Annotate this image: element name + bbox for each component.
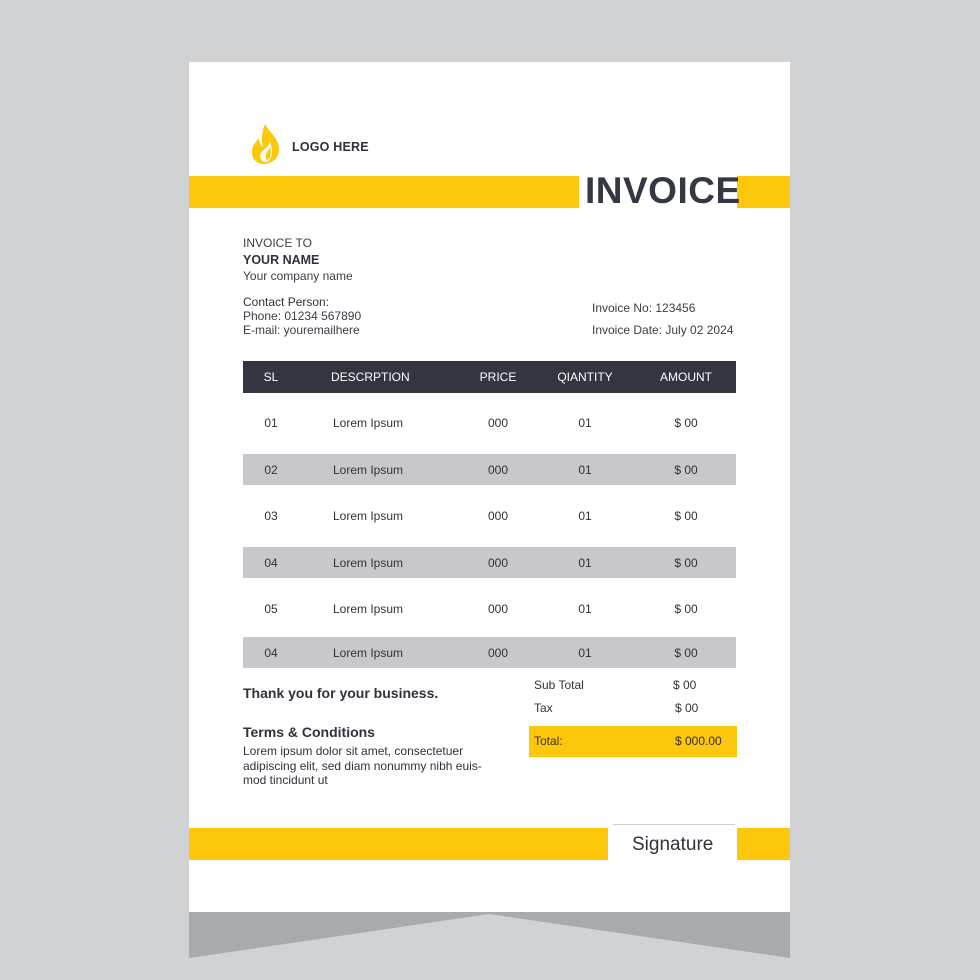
subtotal-label: Sub Total bbox=[534, 678, 584, 692]
row-amount: $ 00 bbox=[674, 415, 698, 430]
row-description: Lorem Ipsum bbox=[333, 462, 404, 477]
footer-accent-band-right bbox=[737, 828, 790, 860]
invoice-number: Invoice No: 123456 bbox=[592, 301, 696, 315]
thank-you-note: Thank you for your business. bbox=[243, 685, 439, 701]
header-price: PRICE bbox=[479, 370, 517, 384]
items-table bbox=[243, 361, 736, 668]
row-price: 000 bbox=[487, 415, 509, 430]
row-quantity: 01 bbox=[578, 415, 592, 430]
row-amount: $ 00 bbox=[674, 601, 698, 616]
contact-phone: Phone: 01234 567890 bbox=[243, 309, 362, 323]
header-quantity: QIANTITY bbox=[557, 370, 613, 384]
terms-line-2: adipiscing elit, sed diam nonummy nibh euis- bbox=[243, 759, 482, 773]
footer-accent-band-left bbox=[189, 828, 608, 860]
row-description: Lorem Ipsum bbox=[333, 645, 404, 660]
row-price: 000 bbox=[487, 601, 509, 616]
table-header bbox=[243, 361, 736, 393]
row-sl: 04 bbox=[264, 555, 278, 570]
total-label: Total: bbox=[534, 734, 563, 748]
table-row bbox=[243, 454, 736, 485]
row-amount: $ 00 bbox=[674, 462, 698, 477]
row-quantity: 01 bbox=[578, 601, 592, 616]
terms-heading: Terms & Conditions bbox=[243, 724, 375, 740]
row-description: Lorem Ipsum bbox=[333, 555, 404, 570]
signature-label: Signature bbox=[632, 834, 714, 855]
row-quantity: 01 bbox=[578, 555, 592, 570]
terms-line-1: Lorem ipsum dolor sit amet, consectetuer bbox=[243, 744, 464, 758]
row-sl: 03 bbox=[264, 508, 278, 523]
invoice-to-heading: INVOICE TO bbox=[243, 236, 312, 250]
row-quantity: 01 bbox=[578, 508, 592, 523]
table-row bbox=[243, 593, 736, 624]
row-amount: $ 00 bbox=[674, 508, 698, 523]
row-description: Lorem Ipsum bbox=[333, 508, 404, 523]
terms-line-3: mod tincidunt ut bbox=[243, 773, 328, 787]
contact-email: E-mail: youremailhere bbox=[243, 323, 360, 337]
company-name: Your company name bbox=[243, 269, 353, 283]
row-sl: 01 bbox=[264, 415, 278, 430]
customer-name: YOUR NAME bbox=[243, 253, 320, 267]
header-accent-band-right bbox=[737, 176, 790, 208]
row-quantity: 01 bbox=[578, 462, 592, 477]
header-description: DESCRPTION bbox=[331, 370, 410, 384]
row-price: 000 bbox=[487, 555, 509, 570]
tax-value: $ 00 bbox=[675, 701, 699, 715]
invoice-date: Invoice Date: July 02 2024 bbox=[592, 323, 734, 337]
total-value: $ 000.00 bbox=[675, 734, 722, 748]
header-sl: SL bbox=[263, 370, 279, 384]
invoice-title: INVOICE bbox=[585, 170, 741, 211]
page-shadow bbox=[189, 912, 790, 962]
row-description: Lorem Ipsum bbox=[333, 601, 404, 616]
row-price: 000 bbox=[487, 645, 509, 660]
row-sl: 02 bbox=[264, 462, 278, 477]
invoice-page bbox=[189, 62, 790, 912]
header-amount: AMOUNT bbox=[660, 370, 712, 384]
row-amount: $ 00 bbox=[674, 645, 698, 660]
row-sl: 05 bbox=[264, 601, 278, 616]
subtotal-value: $ 00 bbox=[673, 678, 697, 692]
row-sl: 04 bbox=[264, 645, 278, 660]
row-quantity: 01 bbox=[578, 645, 592, 660]
header-accent-band-left bbox=[189, 176, 579, 208]
contact-person-label: Contact Person: bbox=[243, 295, 330, 309]
flame-icon bbox=[249, 122, 283, 166]
table-row bbox=[243, 500, 736, 531]
row-description: Lorem Ipsum bbox=[333, 415, 404, 430]
table-row bbox=[243, 547, 736, 578]
table-row bbox=[243, 407, 736, 438]
logo-text: LOGO HERE bbox=[292, 140, 369, 154]
row-price: 000 bbox=[487, 462, 509, 477]
row-price: 000 bbox=[487, 508, 509, 523]
tax-label: Tax bbox=[534, 701, 553, 715]
table-row bbox=[243, 637, 736, 668]
row-amount: $ 00 bbox=[674, 555, 698, 570]
